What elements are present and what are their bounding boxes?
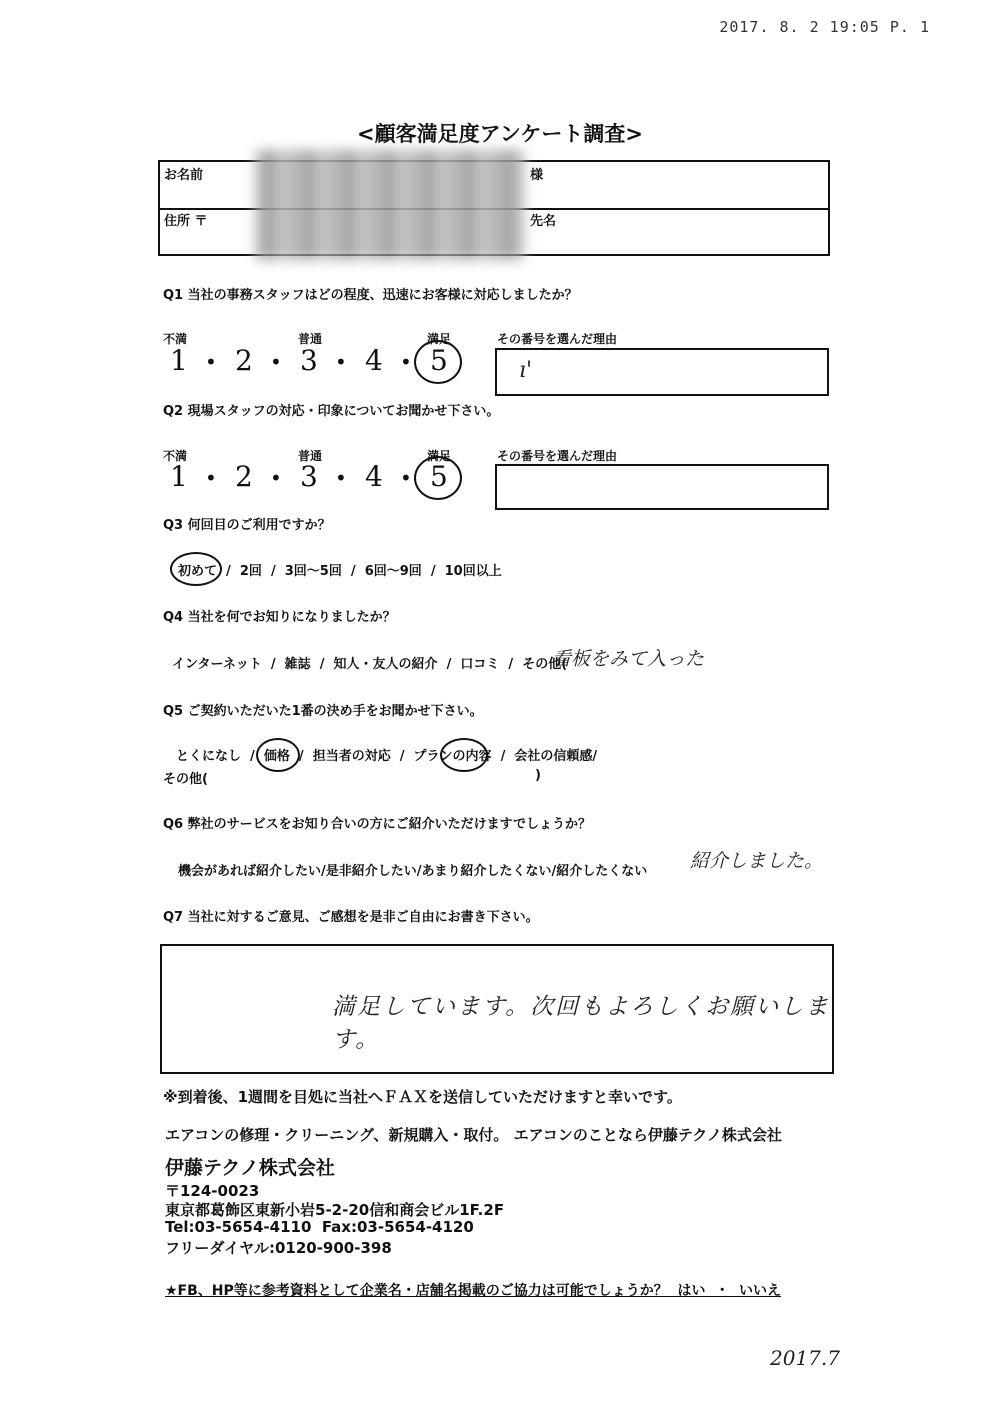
company-tel-fax: Tel:03-5654-4110 Fax:03-5654-4120 [165,1218,474,1236]
scale-dot: • [270,350,282,374]
q1-rating-4[interactable]: 4 [365,344,383,377]
q5-selected-circle-price [256,738,300,772]
scale-dot: • [270,466,282,490]
q2-scale-high-label: 満足 [427,449,452,463]
q3-question: Q3 何回目のご利用ですか？ [163,518,331,533]
q6-question: Q6 弊社のサービスをお知り合いの方にご紹介いただけますでしょうか？ [163,817,592,832]
q1-scale-high-label: 満足 [427,332,452,346]
honorific-label: 様 [530,168,544,183]
scale-dot: • [400,350,412,374]
q1-rating-5[interactable]: 5 [430,344,448,377]
publication-consent-question[interactable]: ★FB、HP等に参考資料として企業名・店舗名掲載のご協力は可能でしょうか？ はい ・ いいえ [165,1283,782,1299]
scale-dot: • [335,350,347,374]
q5-selected-circle-plan [440,738,488,772]
q1-rating-1[interactable]: 1 [170,344,188,377]
q1-reason-label: その番号を選んだ理由 [497,332,618,346]
q7-comment-answer: 満足しています。次回もよろしくお願いします。 [332,994,831,1053]
scale-dot: • [205,350,217,374]
q5-options[interactable]: とくになし / 価格 / 担当者の対応 / プランの内容 / 会社の信頼感/ [176,749,598,764]
q1-selected-circle [414,340,462,384]
q4-other-answer: 看板をみて入った [552,648,705,670]
q2-rating-5[interactable]: 5 [430,460,448,493]
scale-dot: • [205,466,217,490]
q2-question: Q2 現場スタッフの対応・印象についてお聞かせ下さい。 [163,404,500,419]
scale-dot: • [400,466,412,490]
handwritten-date: 2017.7 [770,1346,840,1370]
address-label: 住所 〒 [164,214,208,229]
q6-options[interactable]: 機会があれば紹介したい/是非紹介したい/あまり紹介したくない/紹介したくない [178,864,648,879]
company-name: 伊藤テクノ株式会社 [165,1157,335,1179]
services-tagline: エアコンの修理・クリーニング、新規購入・取付。 エアコンのことなら伊藤テクノ株式会社 [165,1126,782,1144]
q7-comment-box[interactable] [160,944,834,1074]
page-title: <顧客満足度アンケート調査> [357,122,643,146]
q2-scale-low-label: 不満 [163,449,188,463]
q2-rating-2[interactable]: 2 [235,460,253,493]
name-label: お名前 [164,168,204,183]
q4-options[interactable]: インターネット / 雑誌 / 知人・友人の紹介 / 口コミ / その他( [172,657,568,672]
q2-reason-label: その番号を選んだ理由 [497,449,618,463]
company-address: 東京都葛飾区東新小岩5-2-20信和商会ビル1F.2F [165,1201,505,1219]
q1-scale-mid-label: 普通 [298,332,323,346]
q3-selected-circle [170,552,222,586]
recipient-label: 先名 [530,214,557,229]
q4-question: Q4 当社を何でお知りになりましたか？ [163,610,396,625]
q2-rating-3[interactable]: 3 [300,460,318,493]
q2-scale-mid-label: 普通 [298,449,323,463]
q5-other-label: その他( [163,772,208,787]
q1-rating-2[interactable]: 2 [235,344,253,377]
q2-selected-circle [414,456,462,500]
q5-other-close: ) [535,768,541,783]
fax-return-note: ※到着後、1週間を目処に当社へＦＡＸを送信していただけますと幸いです。 [163,1088,682,1106]
q1-scale-low-label: 不満 [163,332,188,346]
q1-rating-3[interactable]: 3 [300,344,318,377]
q6-handwritten-answer: 紹介しました。 [690,850,824,872]
q3-options[interactable]: 初めて / 2回 / 3回～5回 / 6回～9回 / 10回以上 [178,564,502,579]
company-postal: 〒124-0023 [165,1182,260,1200]
q2-rating-4[interactable]: 4 [365,460,383,493]
q7-question: Q7 当社に対するご意見、ご感想を是非ご自由にお書き下さい。 [163,910,539,925]
q1-reason-answer: ı' [519,358,533,383]
fax-header: 2017. 8. 2 19:05 P. 1 [719,18,930,36]
q2-reason-box[interactable] [495,464,829,510]
redacted-personal-info [255,150,525,260]
q5-question: Q5 ご契約いただいた1番の決め手をお聞かせ下さい。 [163,704,483,719]
q2-rating-1[interactable]: 1 [170,460,188,493]
company-free-dial: フリーダイヤル:0120-900-398 [165,1239,392,1257]
scale-dot: • [335,466,347,490]
q1-reason-box[interactable] [495,348,829,396]
q1-question: Q1 当社の事務スタッフはどの程度、迅速にお客様に対応しましたか？ [163,288,578,303]
